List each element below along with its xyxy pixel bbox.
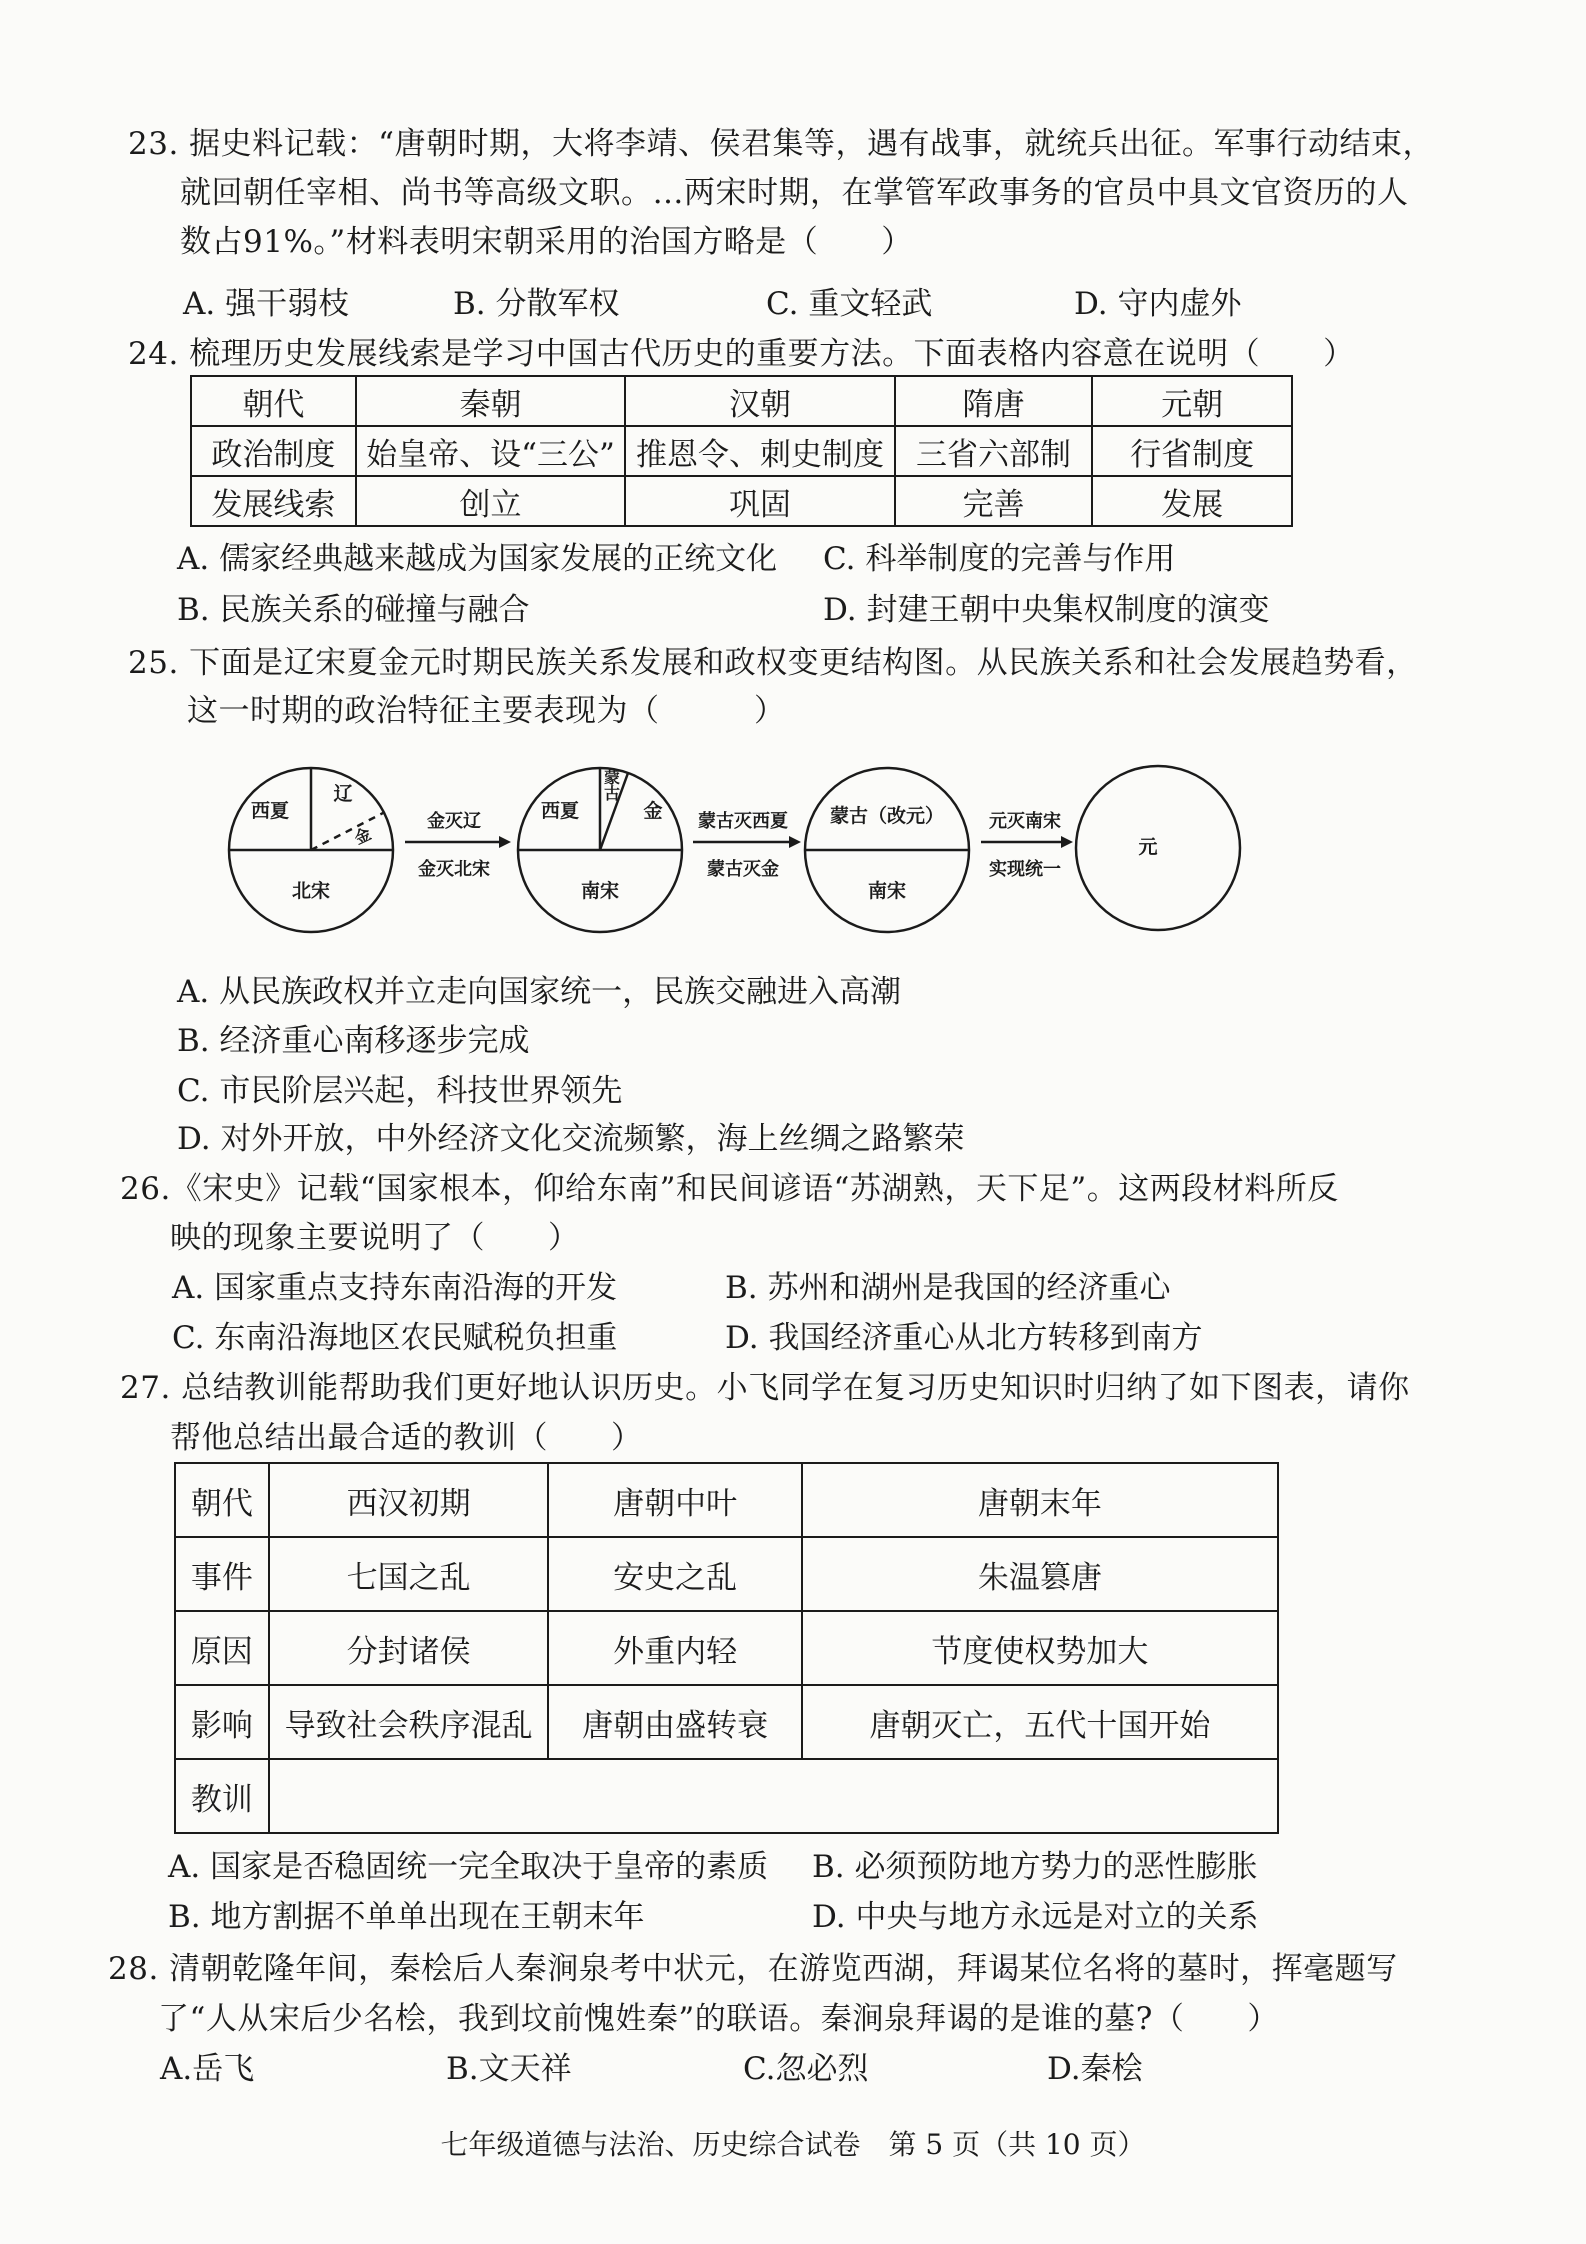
arrow-jin-conquest xyxy=(405,810,511,880)
q25-option-b: B. 经济重心南移逐步完成 xyxy=(177,1023,530,1059)
q23-option-a: A. 强干弱枝 xyxy=(183,286,350,322)
cell: 分封诸侯 xyxy=(269,1611,548,1685)
circle-mongol-nansong xyxy=(805,768,969,932)
cell: 影响 xyxy=(175,1685,269,1759)
q26-option-b: B. 苏州和湖州是我国的经济重心 xyxy=(725,1270,1171,1306)
cell: 七国之乱 xyxy=(269,1537,548,1611)
cell: 事件 xyxy=(175,1537,269,1611)
label-xixia: 西夏 xyxy=(540,800,580,822)
cell: 朝代 xyxy=(175,1463,269,1537)
q27-row-impact xyxy=(175,1685,1278,1759)
q24-table xyxy=(190,375,1293,527)
q24-row-clue xyxy=(191,476,1292,526)
q28-stem-line2: 了“人从宋后少名桧，我到坟前愧姓秦”的联语。秦涧泉拜谒的是谁的墓?（ ） xyxy=(158,2001,1279,2037)
q27-stem-line2: 帮他总结出最合适的教训（ ） xyxy=(170,1420,643,1456)
cell: 巩固 xyxy=(625,476,895,526)
q27-option-a: A. 国家是否稳固统一完全取决于皇帝的素质 xyxy=(168,1849,769,1885)
cell: 唐朝末年 xyxy=(802,1463,1278,1537)
arrow2-bottom-label: 蒙古灭金 xyxy=(707,859,779,880)
label-xixia: 西夏 xyxy=(250,800,290,822)
label-jin: 金 xyxy=(351,824,374,849)
cell: 创立 xyxy=(356,476,626,526)
q24-option-c: C. 科举制度的完善与作用 xyxy=(823,541,1176,577)
q26-option-d: D. 我国经济重心从北方转移到南方 xyxy=(725,1320,1203,1356)
arrow3-bottom-label: 实现统一 xyxy=(989,859,1061,880)
q28-stem-line1: 28. 清朝乾隆年间，秦桧后人秦涧泉考中状元，在游览西湖，拜谒某位名将的墓时，挥毫题写 xyxy=(108,1951,1398,1987)
q25-stem-line1: 25. 下面是辽宋夏金元时期民族关系发展和政权变更结构图。从民族关系和社会发展趋势看， xyxy=(128,645,1418,681)
q24-option-a: A. 儒家经典越来越成为国家发展的正统文化 xyxy=(177,541,778,577)
cell: 外重内轻 xyxy=(548,1611,802,1685)
cell: 发展线索 xyxy=(191,476,356,526)
q26-option-a: A. 国家重点支持东南沿海的开发 xyxy=(172,1270,618,1306)
label-yuan: 元 xyxy=(1138,836,1158,858)
cell: 唐朝灭亡，五代十国开始 xyxy=(802,1685,1278,1759)
q26-option-c: C. 东南沿海地区农民赋税负担重 xyxy=(172,1320,618,1356)
q27-option-b2: B. 地方割据不单单出现在王朝末年 xyxy=(168,1899,645,1935)
regime-change-diagram xyxy=(225,745,1245,955)
page-footer: 七年级道德与法治、历史综合试卷 第 5 页（共 10 页） xyxy=(440,2128,1146,2161)
cell: 汉朝 xyxy=(625,376,895,426)
cell: 朝代 xyxy=(191,376,356,426)
circle-liao-song-xia xyxy=(229,768,393,932)
cell: 唐朝中叶 xyxy=(548,1463,802,1537)
cell: 隋唐 xyxy=(895,376,1093,426)
q25-option-c: C. 市民阶层兴起，科技世界领先 xyxy=(177,1073,623,1109)
cell: 教训 xyxy=(175,1759,269,1833)
q25-option-a: A. 从民族政权并立走向国家统一，民族交融进入高潮 xyxy=(177,974,902,1010)
q23-option-d: D. 守内虚外 xyxy=(1074,286,1242,322)
cell: 行省制度 xyxy=(1092,426,1292,476)
q25-stem-line2: 这一时期的政治特征主要表现为（ ） xyxy=(187,693,786,729)
q23-option-c: C. 重文轻武 xyxy=(766,286,933,322)
q23-stem-line2: 就回朝任宰相、尚书等高级文职。…两宋时期，在掌管军政事务的官员中具文官资历的人 xyxy=(180,175,1409,211)
cell: 西汉初期 xyxy=(269,1463,548,1537)
label-menggu-gaiyuan: 蒙古（改元） xyxy=(829,805,945,827)
cell: 安史之乱 xyxy=(548,1537,802,1611)
q24-stem: 24. 梳理历史发展线索是学习中国古代历史的重要方法。下面表格内容意在说明（ ） xyxy=(128,336,1355,372)
cell: 朱温篡唐 xyxy=(802,1537,1278,1611)
q28-option-d: D.秦桧 xyxy=(1047,2051,1143,2087)
q27-row-event xyxy=(175,1537,1278,1611)
label-nansong: 南宋 xyxy=(867,880,907,902)
circle-yuan xyxy=(1076,766,1240,930)
cell: 政治制度 xyxy=(191,426,356,476)
q24-option-d: D. 封建王朝中央集权制度的演变 xyxy=(823,592,1270,628)
arrow3-top-label: 元灭南宋 xyxy=(989,811,1061,832)
q28-option-a: A.岳飞 xyxy=(160,2051,255,2087)
q27-row-lesson xyxy=(175,1759,1278,1833)
q27-option-d: D. 中央与地方永远是对立的关系 xyxy=(812,1899,1259,1935)
cell: 原因 xyxy=(175,1611,269,1685)
arrow-yuan-unification xyxy=(981,810,1073,880)
cell: 唐朝由盛转衰 xyxy=(548,1685,802,1759)
cell: 发展 xyxy=(1092,476,1292,526)
cell: 元朝 xyxy=(1092,376,1292,426)
label-beisong: 北宋 xyxy=(291,880,331,902)
q27-table xyxy=(174,1462,1279,1834)
q24-row-system xyxy=(191,426,1292,476)
arrow1-top-label: 金灭辽 xyxy=(427,811,481,832)
arrow1-bottom-label: 金灭北宋 xyxy=(418,859,490,880)
label-nansong: 南宋 xyxy=(580,880,620,902)
q26-stem-line2: 映的现象主要说明了（ ） xyxy=(170,1220,580,1256)
q28-option-b: B.文天祥 xyxy=(446,2051,572,2087)
cell: 完善 xyxy=(895,476,1093,526)
q25-option-d: D. 对外开放，中外经济文化交流频繁，海上丝绸之路繁荣 xyxy=(177,1121,965,1157)
cell: 秦朝 xyxy=(356,376,626,426)
circle-song-jin-xia xyxy=(518,768,682,932)
q28-option-c: C.忽必烈 xyxy=(743,2051,869,2087)
q27-stem-line1: 27. 总结教训能帮助我们更好地认识历史。小飞同学在复习历史知识时归纳了如下图表，请你 xyxy=(120,1370,1410,1406)
q23-stem-line3: 数占91%。”材料表明宋朝采用的治国方略是（ ） xyxy=(180,224,913,260)
q23-stem-line1: 23. 据史料记载：“唐朝时期，大将李靖、侯君集等，遇有战事，就统兵出征。军事行动结束， xyxy=(128,126,1434,162)
arrow2-top-label: 蒙古灭西夏 xyxy=(698,811,788,832)
cell: 三省六部制 xyxy=(895,426,1093,476)
q27-option-b: B. 必须预防地方势力的恶性膨胀 xyxy=(812,1849,1258,1885)
arrow-mongol-conquest xyxy=(693,810,801,880)
cell: 导致社会秩序混乱 xyxy=(269,1685,548,1759)
lesson-blank-cell xyxy=(269,1759,1278,1833)
q27-row-cause xyxy=(175,1611,1278,1685)
q24-row-dynasty xyxy=(191,376,1292,426)
q24-option-b: B. 民族关系的碰撞与融合 xyxy=(177,592,530,628)
label-liao: 辽 xyxy=(333,783,353,805)
q26-stem-line1: 26.《宋史》记载“国家根本，仰给东南”和民间谚语“苏湖熟，天下足”。这两段材料所反 xyxy=(120,1171,1339,1207)
cell: 始皇帝、设“三公” xyxy=(356,426,626,476)
cell: 节度使权势加大 xyxy=(802,1611,1278,1685)
q23-option-b: B. 分散军权 xyxy=(453,286,620,322)
label-jin: 金 xyxy=(643,800,663,822)
q27-row-dynasty xyxy=(175,1463,1278,1537)
cell: 推恩令、刺史制度 xyxy=(625,426,895,476)
label-menggu: 蒙古 xyxy=(601,769,621,801)
